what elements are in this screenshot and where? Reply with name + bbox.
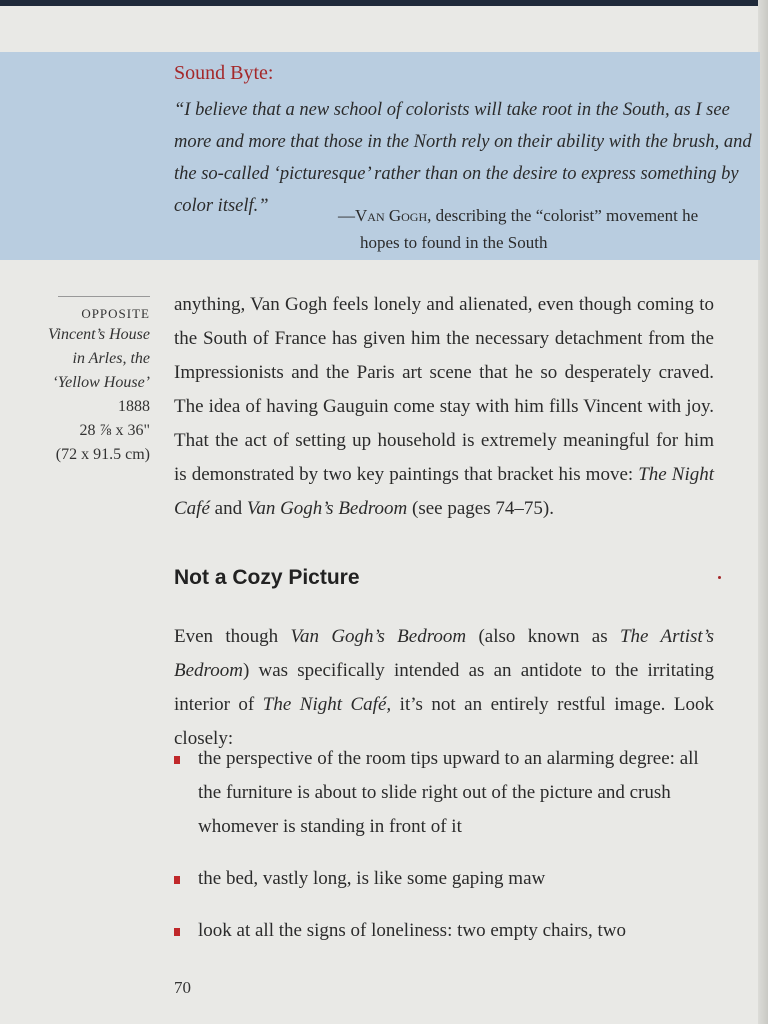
p2-t2: The Artist’s Bedroom [174, 626, 714, 681]
sound-byte-title: Sound Byte: [174, 62, 274, 84]
bullet-text: the bed, vastly long, is like some gaping maw [198, 868, 546, 889]
top-edge [0, 0, 768, 6]
p1-text: anything, Van Gogh feels lonely and alienated, even though coming to the South of France has given him the necessary detachment from the Impressionists and the Paris art scene that he so desperately craved. The idea of having Gauguin come stay with him fills Vincent with joy. That the act of setting up household is extremely meaningful for him is demonstrated by two key paintings that bracket his move: [174, 294, 714, 485]
caption-size-in: 28 ⅞ x 36" [79, 422, 150, 439]
p2-t3: The Night Café, [262, 694, 392, 715]
caption-title: Vincent’s House in Arles, the ‘Yellow House’ [47, 326, 150, 391]
p2-a: Even though [174, 626, 291, 647]
p1-title-bedroom: Van Gogh’s Bedroom [246, 498, 408, 519]
p2-t1: Van Gogh’s Bedroom [290, 626, 467, 647]
caption-size-cm: (72 x 91.5 cm) [55, 446, 150, 463]
p2-c: ) was specifically intended as an antidote to the irritating interior of [174, 660, 714, 715]
list-item [174, 742, 714, 844]
sound-byte-quote: “I believe that a new school of colorists will take root in the South, as I see more and more that those in the North rely on their ability with the brush, and the so-called ‘picturesque’ rather than on the desire to express something by color itself.” [174, 100, 752, 216]
decorative-dot [718, 576, 721, 579]
bullet-marker [174, 756, 180, 764]
caption-year: 1888 [118, 398, 150, 415]
attribution-line2: hopes to found in the South [360, 233, 548, 252]
bullet-marker [174, 876, 180, 884]
image-caption [40, 296, 150, 467]
list-item [174, 914, 714, 948]
attribution-dash: — [338, 206, 355, 225]
sound-byte-attribution [338, 202, 748, 256]
bullet-list [174, 742, 714, 948]
body-paragraph-2 [174, 620, 714, 756]
caption-label: OPPOSITE [81, 306, 150, 321]
section-heading: Not a Cozy Picture [174, 566, 360, 589]
bullet-marker [174, 928, 180, 936]
p1-and: and [209, 498, 247, 519]
p1-title-night-cafe: The Night Café [174, 464, 715, 519]
bullet-text: the perspective of the room tips upward to an alarming degree: all the furniture is about to slide right out of the picture and crush whomever is standing in front of it [198, 748, 699, 837]
bullet-text: look at all the signs of loneliness: two empty chairs, two [198, 920, 626, 941]
p1-end: (see pages 74–75). [407, 498, 554, 519]
attribution-rest: , describing the “colorist” movement he [427, 206, 699, 225]
caption-rule [58, 296, 150, 297]
sound-byte-box [0, 52, 760, 260]
list-item [174, 862, 714, 896]
p2-b: (also known as [466, 626, 620, 647]
body-paragraph-1 [174, 288, 714, 526]
page-number: 70 [174, 978, 191, 997]
p2-d: it’s not an entirely restful image. Look closely: [174, 694, 714, 749]
attribution-name: Van Gogh [355, 206, 428, 225]
